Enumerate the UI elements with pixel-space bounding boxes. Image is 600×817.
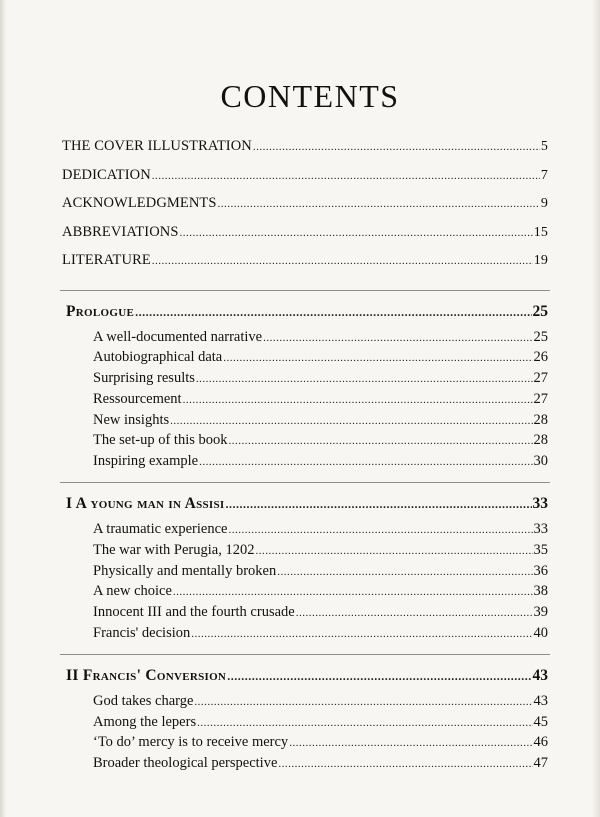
toc-entry-page: 33 bbox=[533, 521, 548, 538]
dot-leader bbox=[225, 495, 531, 513]
toc-entry-label: DEDICATION bbox=[62, 166, 151, 183]
toc-subentry[interactable] bbox=[66, 713, 548, 734]
dot-leader bbox=[183, 391, 533, 409]
toc-entry-page: 36 bbox=[533, 562, 548, 579]
toc-entry-label: Ressourcement bbox=[93, 390, 182, 407]
toc-entry-page: 30 bbox=[533, 453, 548, 470]
toc-entry-page: 19 bbox=[533, 253, 548, 268]
toc-section-page: 33 bbox=[532, 495, 548, 513]
toc-subentry[interactable] bbox=[66, 452, 548, 473]
toc-entry-label: A new choice bbox=[93, 583, 172, 600]
dot-leader bbox=[263, 329, 532, 347]
toc-subentry[interactable] bbox=[66, 733, 548, 754]
dot-leader bbox=[289, 734, 532, 752]
toc-entry-label: Surprising results bbox=[93, 370, 195, 387]
toc-entry-page: 5 bbox=[540, 139, 548, 154]
dot-leader bbox=[135, 303, 531, 321]
toc-entry-label: A traumatic experience bbox=[93, 521, 228, 538]
toc-entry-label: Inspiring example bbox=[93, 453, 199, 470]
dot-leader bbox=[180, 224, 533, 242]
dot-leader bbox=[227, 667, 531, 685]
toc-entry-label: ACKNOWLEDGMENTS bbox=[62, 195, 217, 211]
toc-entry-label: Autobiographical data bbox=[93, 349, 223, 366]
toc-entry-label: A well-documented narrative bbox=[93, 328, 263, 345]
page-edge-right bbox=[592, 0, 600, 817]
toc-section-label: Prologue bbox=[66, 302, 135, 320]
toc-entry-page: 26 bbox=[533, 349, 548, 366]
toc-entry-page: 38 bbox=[533, 583, 548, 600]
toc-entry-page: 15 bbox=[533, 224, 548, 240]
page-edge-left bbox=[0, 0, 6, 817]
toc-entry-label: Francis' decision bbox=[93, 625, 191, 642]
dot-leader bbox=[228, 521, 532, 539]
toc-entry-label: New insights bbox=[93, 411, 170, 428]
toc-entry-page: 39 bbox=[533, 604, 548, 621]
dot-leader bbox=[152, 252, 533, 270]
toc-entry-page: 28 bbox=[533, 432, 548, 449]
toc-section-label: II Francis' Conversion bbox=[66, 666, 227, 684]
toc-entry-label: Innocent III and the fourth crusade bbox=[93, 604, 295, 621]
toc-subentry[interactable] bbox=[66, 390, 548, 411]
toc-entry-label: Broader theological perspective bbox=[93, 755, 278, 772]
toc-subentry[interactable] bbox=[66, 431, 548, 452]
toc-subentry[interactable] bbox=[66, 541, 548, 562]
toc-section-label: I A young man in Assisi bbox=[66, 495, 225, 513]
dot-leader bbox=[199, 453, 532, 471]
toc-entry-label: Among the lepers bbox=[93, 713, 197, 730]
toc-entry-dedication[interactable] bbox=[62, 166, 548, 195]
toc-subentry[interactable] bbox=[66, 754, 548, 775]
dot-leader bbox=[255, 542, 532, 560]
toc-subentry[interactable] bbox=[66, 562, 548, 583]
toc-subentry[interactable] bbox=[66, 520, 548, 541]
toc-entry-label: ‘To do’ mercy is to receive mercy bbox=[93, 734, 289, 751]
toc-entry-page: 27 bbox=[533, 370, 548, 387]
toc-subentry[interactable] bbox=[66, 692, 548, 713]
toc-section-prologue[interactable] bbox=[66, 303, 548, 328]
dot-leader bbox=[170, 412, 532, 430]
toc-entry-label: LITERATURE bbox=[62, 252, 151, 268]
dot-leader bbox=[218, 195, 540, 213]
toc-entry-page: 28 bbox=[533, 411, 548, 428]
dot-leader bbox=[197, 714, 532, 732]
toc-entry-label: THE COVER ILLUSTRATION bbox=[62, 138, 252, 154]
toc-entry-page: 40 bbox=[533, 625, 548, 642]
toc-subentry[interactable] bbox=[66, 603, 548, 624]
dot-leader bbox=[277, 563, 532, 581]
dot-leader bbox=[229, 432, 533, 450]
toc-entry-page: 27 bbox=[533, 390, 548, 407]
toc-entry-literature[interactable] bbox=[62, 251, 548, 280]
toc-entry-page: 7 bbox=[540, 167, 548, 183]
toc-section-chapter-1[interactable] bbox=[66, 495, 548, 520]
toc-entry-page: 45 bbox=[533, 713, 548, 730]
page-title: CONTENTS bbox=[220, 78, 400, 114]
section-divider bbox=[60, 482, 550, 483]
toc-entry-label: ABBREVIATIONS bbox=[62, 223, 179, 240]
toc-entry-abbreviations[interactable] bbox=[62, 223, 548, 252]
toc-subentry[interactable] bbox=[66, 624, 548, 645]
toc-subentry[interactable] bbox=[66, 348, 548, 369]
dot-leader bbox=[223, 349, 532, 367]
toc-subentry[interactable] bbox=[66, 369, 548, 390]
toc-section-page: 43 bbox=[532, 666, 548, 684]
toc-subentry[interactable] bbox=[66, 328, 548, 349]
section-divider bbox=[60, 654, 550, 655]
toc-entry-acknowledgments[interactable] bbox=[62, 194, 548, 223]
toc-entry-page: 25 bbox=[533, 328, 548, 345]
toc-section-page: 25 bbox=[532, 302, 548, 320]
dot-leader bbox=[194, 693, 532, 711]
dot-leader bbox=[152, 167, 540, 185]
toc-entry-label: Physically and mentally broken bbox=[93, 562, 277, 579]
section-divider bbox=[60, 290, 550, 291]
toc-subentry[interactable] bbox=[66, 582, 548, 603]
toc-section-chapter-2[interactable] bbox=[66, 667, 548, 692]
toc-entry-page: 43 bbox=[533, 692, 548, 709]
dot-leader bbox=[278, 755, 532, 773]
toc-entry-label: The war with Perugia, 1202 bbox=[93, 541, 255, 558]
toc-entry-page: 47 bbox=[533, 755, 548, 772]
dot-leader bbox=[296, 604, 533, 622]
toc-entry-label: God takes charge bbox=[93, 692, 194, 709]
dot-leader bbox=[196, 370, 533, 388]
toc-entry-page: 9 bbox=[540, 196, 548, 211]
toc-entry-label: The set-up of this book bbox=[93, 432, 228, 449]
table-of-contents bbox=[62, 137, 548, 775]
dot-leader bbox=[253, 138, 540, 156]
toc-entry-page: 35 bbox=[533, 541, 548, 558]
toc-subentry[interactable] bbox=[66, 411, 548, 432]
dot-leader bbox=[191, 625, 532, 643]
toc-entry-page: 46 bbox=[533, 734, 548, 751]
dot-leader bbox=[173, 583, 533, 601]
toc-entry-cover-illustration[interactable] bbox=[62, 137, 548, 166]
